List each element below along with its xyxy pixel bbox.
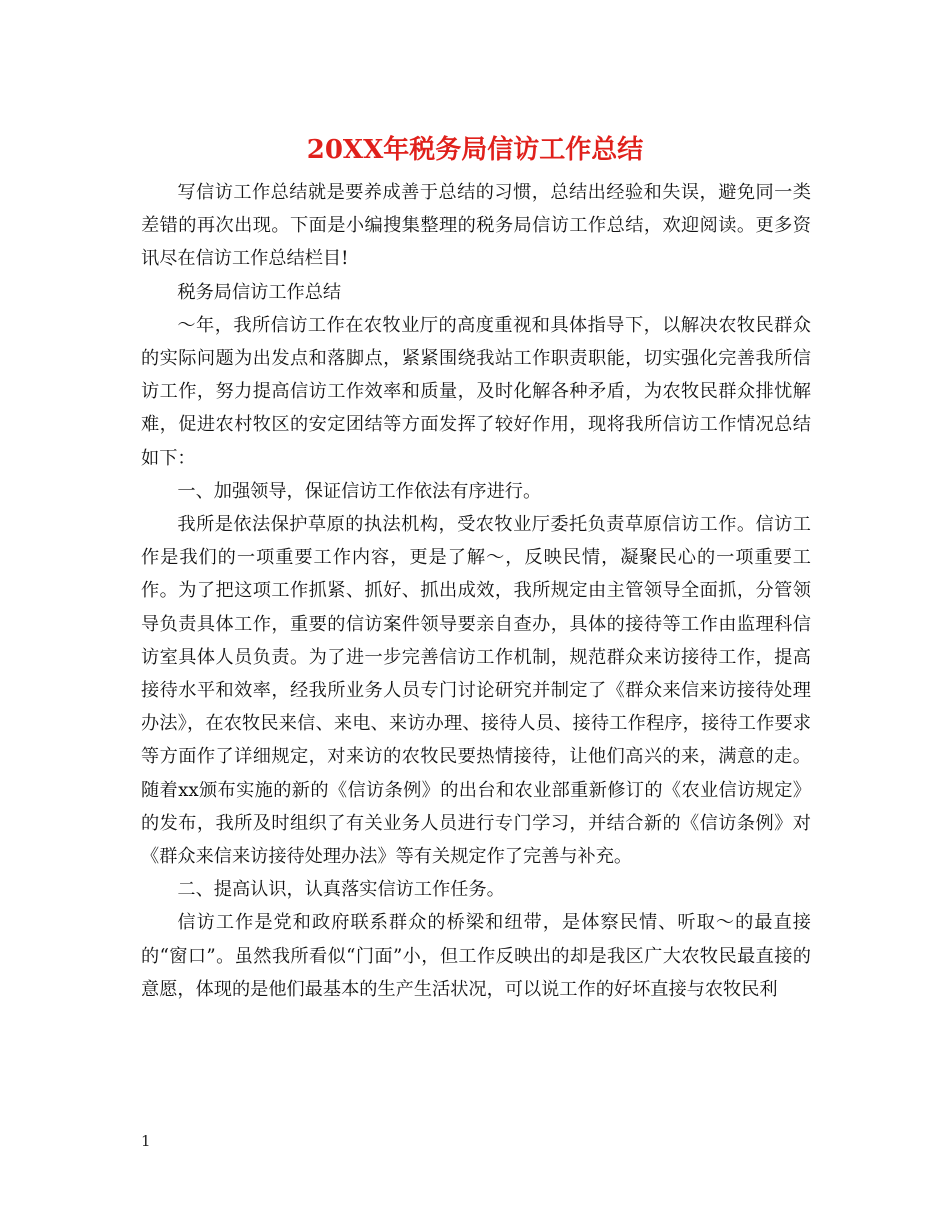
document-title: 20XX年税务局信访工作总结 — [306, 135, 644, 165]
paragraph-subtitle: 税务局信访工作总结 — [177, 281, 342, 303]
paragraph-section-1: 我所是依法保护草原的执法机构，受农牧业厅委托负责草原信访工作。信访工作是我们的一项重要工作内容，更是了解～，反映民情，凝聚民心的一项重要工作。为了把这项工作抓紧、抓好、抓出成效，我所规定由主管领导全面抓，分管领导负责具体工作，重要的信访案件领导要亲自查办，具体的接待等工作由监理科信访室具体人员负责。为了进一步完善信访工作机制，规范群众来访接待工作，提高接待水平和效率，经我所业务人员专门讨论研究并制定了《群众来信来访接待处理办法》，在农牧民来信、来电、来访办理、接待人员、接待工作程序，接待工作要求等方面作了详细规定，对来访的农牧民要热情接待，让他们高兴的来，满意的走。随着xx颁布实施的新的《信访条例》的出台和农业部重新修订的《农业信访规定》的发布，我所及时组织了有关业务人员进行专门学习，并结合新的《信访条例》对《群众来信来访接待处理办法》等有关规定作了完善与补充。 — [141, 514, 811, 868]
section-heading-1: 一、加强领导，保证信访工作依法有序进行。 — [177, 480, 542, 502]
paragraph-overview: ～年，我所信访工作在农牧业厅的高度重视和具体指导下，以解决农牧民群众的实际问题为出发点和落脚点，紧紧围绕我站工作职责职能，切实强化完善我所信访工作，努力提高信访工作效率和质量，及时化解各种矛盾，为农牧民群众排忧解难，促进农村牧区的安定团结等方面发挥了较好作用，现将我所信访工作情况总结如下： — [141, 314, 811, 469]
section-heading-2: 二、提高认识，认真落实信访工作任务。 — [177, 879, 505, 901]
paragraph-section-2: 信访工作是党和政府联系群众的桥梁和纽带，是体察民情、听取～的最直接的“窗口”。虽然我所看似“门面”小，但工作反映出的却是我区广大农牧民最直接的意愿，体现的是他们最基本的生产生活状况，可以说工作的好坏直接与农牧民利 — [141, 912, 811, 1000]
page-number: 1 — [141, 1132, 151, 1150]
paragraph-intro: 写信访工作总结就是要养成善于总结的习惯，总结出经验和失误，避免同一类差错的再次出现。下面是小编搜集整理的税务局信访工作总结，欢迎阅读。更多资讯尽在信访工作总结栏目! — [141, 182, 811, 270]
document-body — [141, 176, 811, 1006]
